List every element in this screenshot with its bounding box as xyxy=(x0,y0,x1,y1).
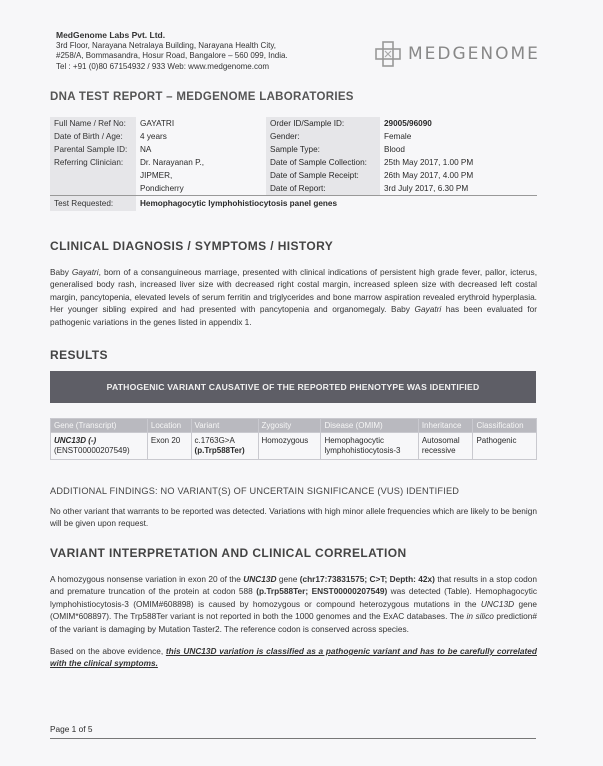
gene-name: UNC13D (-) xyxy=(54,436,97,445)
clinician-label: Referring Clinician: xyxy=(50,156,136,169)
contact-line: Tel : +91 (0)80 67154932 / 933 Web: www.medgenome.com xyxy=(56,61,270,71)
patient-info-table xyxy=(50,117,537,211)
page-number: Page 1 of 5 xyxy=(50,724,93,734)
footer-divider xyxy=(50,738,536,739)
report-date-label: Date of Report: xyxy=(266,182,380,196)
col-classification: Classification xyxy=(473,419,537,433)
report-title: DNA TEST REPORT – MEDGENOME LABORATORIES xyxy=(50,91,354,103)
receipt-label: Date of Sample Receipt: xyxy=(266,169,380,182)
gender-value: Female xyxy=(384,131,412,141)
inheritance-line-2: recessive xyxy=(421,446,456,455)
order-value: 29005/96090 xyxy=(384,118,432,128)
disease-line-2: lymphohistiocytosis-3 xyxy=(324,446,401,455)
inheritance-line-1: Autosomal xyxy=(421,436,460,445)
clinical-paragraph: Baby Gayatri, born of a consanguineous marriage, presented with clinical indications of persistent high grade fever, pallor, icterus, generalised body rash, increased liver size with decreased right costal margin, increased spleen size with decreased left costal margin, pancytopenia, elevated levels of serum ferritin and triglycerides and bone marrow aspiration revealed erythroid hyperplasia. Her younger sibling expired and had presented with pancytopenia and organomegaly. Baby Gayatri has been evaluated for pathogenic variations in the genes listed in appendix 1. xyxy=(50,267,537,327)
col-disease: Disease (OMIM) xyxy=(321,419,418,433)
variant-protein: (p.Trp588Ter) xyxy=(194,446,245,455)
clinician-value-2: JIPMER, xyxy=(140,170,173,180)
report-date-value: 3rd July 2017, 6.30 PM xyxy=(384,183,469,193)
address-line-2: #258/A, Bommasandra, Hosur Road, Bangalore – 560 099, India. xyxy=(56,51,288,60)
full-name-value: GAYATRI xyxy=(140,118,175,128)
col-zygosity: Zygosity xyxy=(258,419,321,433)
variant-table xyxy=(50,418,537,460)
zygosity-cell: Homozygous xyxy=(258,433,321,460)
medgenome-logo xyxy=(374,40,540,68)
address-line-1: 3rd Floor, Narayana Netralaya Building, Narayana Health City, xyxy=(56,40,276,50)
test-requested-label: Test Requested: xyxy=(50,196,136,211)
collection-value: 25th May 2017, 1.00 PM xyxy=(384,157,474,167)
col-variant: Variant xyxy=(191,419,258,433)
additional-findings-paragraph: No other variant that warrants to be reported was detected. Variations with high minor allele frequencies which are likely to be benign will be given upon request. xyxy=(50,506,537,529)
interpretation-paragraph: A homozygous nonsense variation in exon 20 of the UNC13D gene (chr17:73831575; C>T; Depth: 42x) that results in a stop codon and premature truncation of the protein at codon 588 (p.Trp588Ter; ENST00000207549) was detected (Table). Hemophagocytic lymphohistiocytosis-3 (OMIM#608898) is caused by homozygous or compound heterozygous mutations in the UNC13D gene (OMIM*608897). The Trp588Ter variant is not reported in both the 1000 genomes and the ExAC databases. The in silico prediction# of the variant is damaging by Mutation Taster2. The reference codon is conserved across species. xyxy=(50,574,537,634)
results-heading: RESULTS xyxy=(50,348,108,362)
additional-findings-heading: ADDITIONAL FINDINGS: NO VARIANT(S) OF UNCERTAIN SIGNIFICANCE (VUS) IDENTIFIED xyxy=(50,486,460,496)
classification-cell: Pathogenic xyxy=(473,433,537,460)
receipt-value: 26th May 2017, 4.00 PM xyxy=(384,170,474,180)
collection-label: Date of Sample Collection: xyxy=(266,156,380,169)
cross-logo-icon xyxy=(374,40,402,68)
col-location: Location xyxy=(147,419,191,433)
logo-text: MEDGENOME xyxy=(408,44,540,64)
col-inheritance: Inheritance xyxy=(418,419,473,433)
table-row xyxy=(51,433,537,460)
gene-transcript: (ENST00000207549) xyxy=(54,446,130,455)
company-name: MedGenome Labs Pvt. Ltd. xyxy=(56,30,166,40)
gender-label: Gender: xyxy=(266,130,380,143)
location-cell: Exon 20 xyxy=(147,433,191,460)
clinician-value-1: Dr. Narayanan P., xyxy=(140,157,205,167)
conclusion-paragraph: Based on the above evidence, this UNC13D variation is classified as a pathogenic variant and has to be carefully correlated with the clinical symptoms. xyxy=(50,646,537,669)
company-address xyxy=(56,30,288,72)
clinician-value-3: Pondicherry xyxy=(140,183,184,193)
order-label: Order ID/Sample ID: xyxy=(266,117,380,130)
variant-cdna: c.1763G>A xyxy=(194,436,235,445)
interpretation-heading: VARIANT INTERPRETATION AND CLINICAL CORRELATION xyxy=(50,546,407,560)
col-gene: Gene (Transcript) xyxy=(51,419,148,433)
parental-label: Parental Sample ID: xyxy=(50,143,136,156)
clinical-heading: CLINICAL DIAGNOSIS / SYMPTOMS / HISTORY xyxy=(50,239,334,253)
dob-label: Date of Birth / Age: xyxy=(50,130,136,143)
pathogenic-banner: PATHOGENIC VARIANT CAUSATIVE OF THE REPORTED PHENOTYPE WAS IDENTIFIED xyxy=(50,371,536,403)
sample-type-label: Sample Type: xyxy=(266,143,380,156)
parental-value: NA xyxy=(140,144,152,154)
sample-type-value: Blood xyxy=(384,144,405,154)
test-requested-value: Hemophagocytic lymphohistiocytosis panel genes xyxy=(136,196,537,211)
disease-line-1: Hemophagocytic xyxy=(324,436,385,445)
dob-value: 4 years xyxy=(140,131,167,141)
full-name-label: Full Name / Ref No: xyxy=(50,117,136,130)
